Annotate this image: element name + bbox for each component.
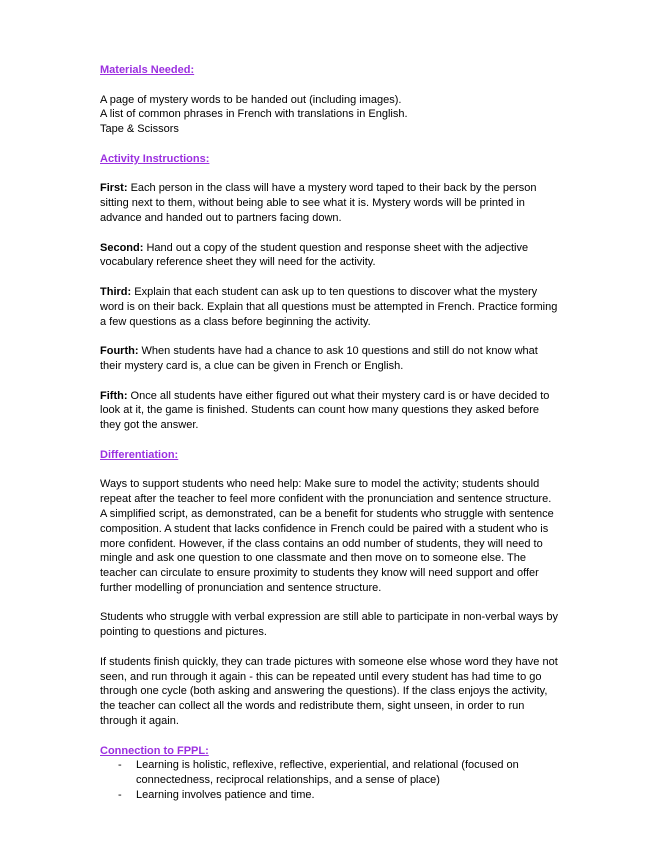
activity-step-fourth [100, 344, 560, 374]
connection-heading: Connection to FPPL: [100, 744, 209, 757]
materials-heading: Materials Needed: [100, 64, 195, 76]
materials-list [100, 93, 560, 137]
activity-step-first [100, 181, 560, 225]
list-item-text: Learning involves patience and time. [136, 789, 315, 802]
differentiation-paragraph: Ways to support students who need help: Make sure to model the activity; students should repeat after the teacher to feel more confident with the pronunciation and sentence structure. A simplified script, as demonstrated, can be a benefit for students who struggle with sentence composition. A student that lacks confidence in French could be paired with a student who is more confident. However, if the class contains an odd number of students, they will need to mingle and ask one question to one classmate and then move on to someone else. The teacher can circulate to ensure proximity to students they know will need support and offer further modelling of pronunciation and sentence structure. [100, 478, 554, 594]
differentiation-paragraph: Students who struggle with verbal expression are still able to participate in non-verbal ways by pointing to questions and pictures. [100, 611, 558, 639]
step-label: Third: [100, 285, 132, 298]
step-text: Hand out a copy of the student question and response sheet with the adjective vocabulary reference sheet they will need for the activity. [100, 241, 529, 269]
step-label: Fourth: [100, 345, 139, 358]
activity-step-third [100, 285, 560, 329]
activity-step-fifth [100, 389, 560, 433]
activity-heading: Activity Instructions: [100, 152, 210, 165]
step-text: Explain that each student can ask up to ten questions to discover what the mystery word is on their back. Explain that all questions must be attempted in French. Practice forming a few questions as a class before beginning the activity. [100, 285, 558, 328]
bullet-dash: - [118, 789, 122, 802]
step-label: Second: [100, 241, 144, 254]
materials-item: A list of common phrases in French with translations in English. [100, 108, 408, 121]
activity-step-second [100, 241, 560, 271]
differentiation-paragraph: If students finish quickly, they can trade pictures with someone else whose word they have not seen, and run through it again - this can be repeated until every student has had time to go through one cycle (both asking and answering the questions). If the class enjoys the activity, the teacher can collect all the words and redistribute them, sight unseen, in order to run through it again. [100, 655, 558, 728]
step-label: First: [100, 182, 128, 195]
differentiation-heading: Differentiation: [100, 448, 179, 461]
step-text: Each person in the class will have a mystery word taped to their back by the person sitting next to them, without being able to see what it is. Mystery words will be printed in advance and handed out to partners facing down. [100, 182, 537, 224]
connection-list [100, 758, 560, 802]
bullet-dash: - [118, 759, 122, 772]
step-text: When students have had a chance to ask 10 questions and still do not know what their mystery card is, a clue can be given in French or English. [100, 345, 538, 372]
materials-item: A page of mystery words to be handed out (including images). [100, 93, 402, 106]
list-item [100, 788, 560, 803]
list-item [100, 758, 560, 788]
document-page [100, 63, 560, 803]
step-text: Once all students have either figured out what their mystery card is or have decided to look at it, the game is finished. Students can count how many questions they asked before they got the answer. [100, 389, 550, 432]
list-item-text: Learning is holistic, reflexive, reflective, experiential, and relational (focused on connectedness, reciprocal relationships, and a sense of place) [136, 759, 519, 787]
materials-item: Tape & Scissors [100, 123, 179, 136]
step-label: Fifth: [100, 389, 128, 402]
